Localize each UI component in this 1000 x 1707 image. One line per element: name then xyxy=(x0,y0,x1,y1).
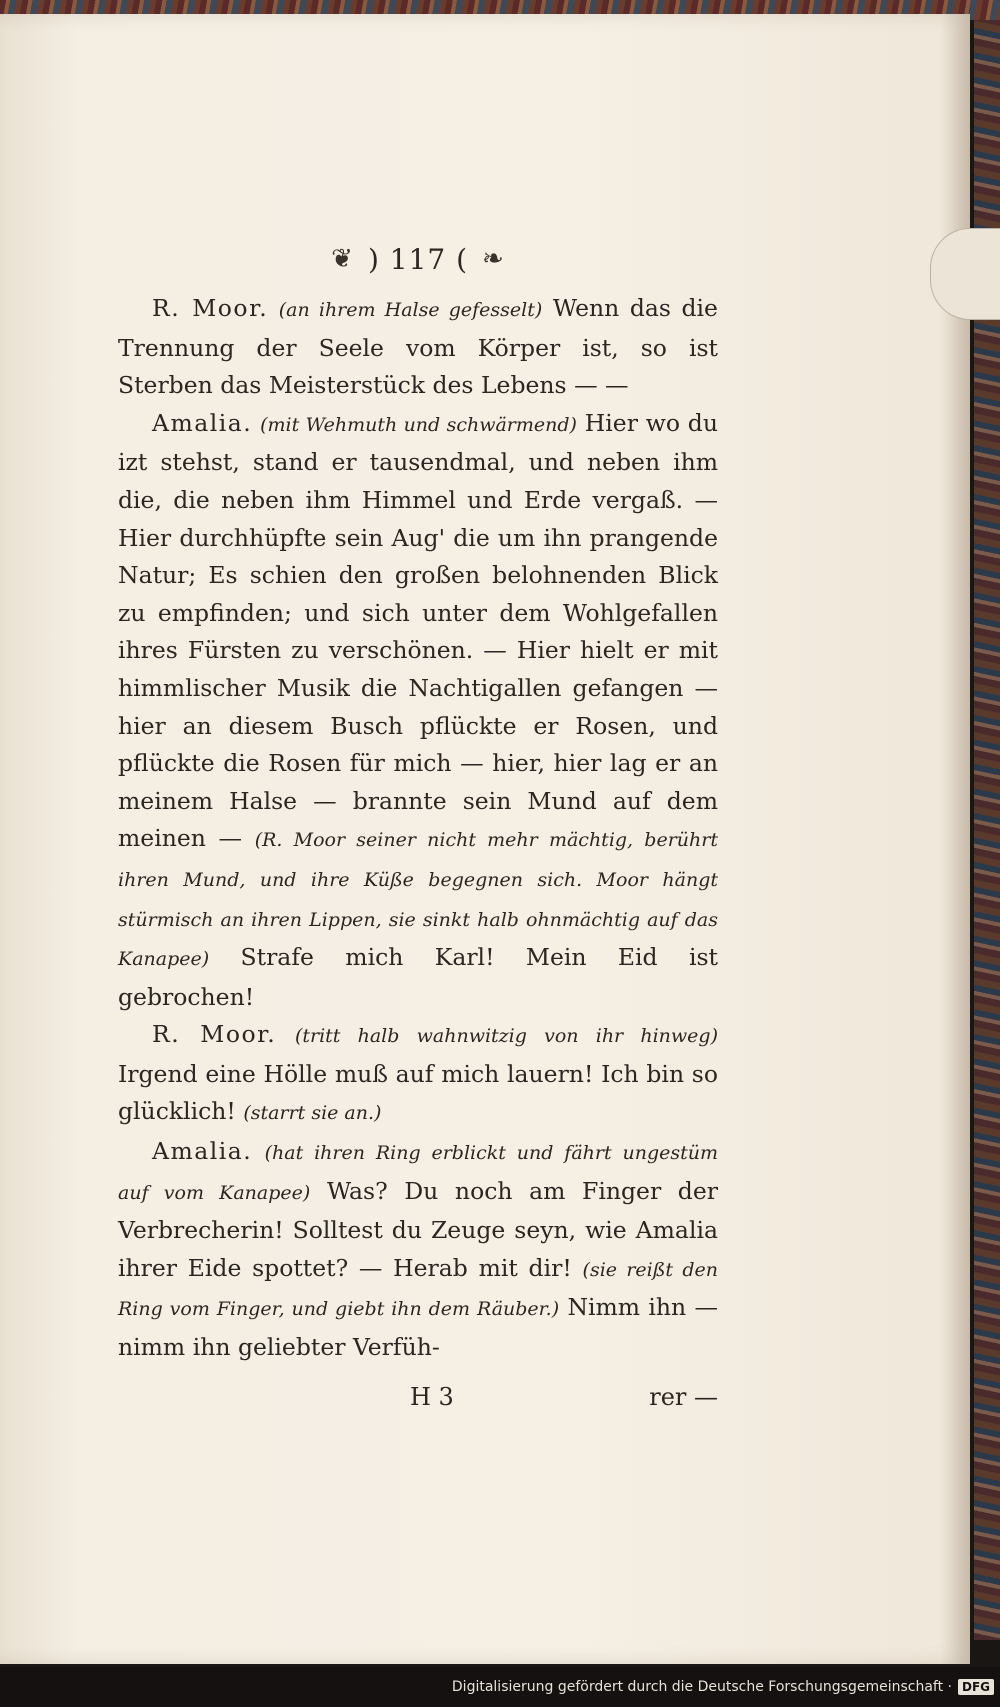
stage-direction: (R. Moor seiner nicht mehr mächtig, berührt ihren Mund, und ihre Küße begegnen sich. Moor hängt stürmisch an ihren Lippen, sie sinkt halb ohnmächtig auf das Kanapee) xyxy=(118,829,718,971)
speech-text: Strafe mich Karl! Mein Eid ist gebrochen! xyxy=(118,943,718,1011)
stage-direction: (starrt sie an.) xyxy=(243,1102,382,1125)
signature-mark: H 3 xyxy=(410,1382,454,1411)
page-tab-marker xyxy=(930,228,1000,320)
stage-direction: (an ihrem Halse gefesselt) xyxy=(278,299,543,321)
speech-text: Irgend eine Hölle muß auf mich lauern! Ich bin so glücklich! xyxy=(118,1059,718,1126)
stage-direction: (sie reißt den Ring vom Finger, und giebt ihn dem Räuber.) xyxy=(118,1258,718,1321)
speech-text: Hier wo du izt stehst, stand er tausendmal, und neben ihm die, die neben ihm Himmel und Erde vergaß. — Hier durchhüpfte sein Aug' die um ihn prangende Natur; Es schien den großen belohnenden Blick zu empfinden; und sich unter dem Wohlgefallen ihres Fürsten zu verschönen. — Hier hielt er mit himmlischer Musik die Nachtigallen gefangen — hier an diesem Busch pflückte er Rosen, und pflückte die Rosen für mich — hier, hier lag er an meinem Halse — brannte sein Mund auf dem meinen — xyxy=(118,408,718,853)
caption-text: Digitalisierung gefördert durch die Deutsche Forschungsgemeinschaft · xyxy=(451,1679,952,1695)
speech-text: Was? Du noch am Finger der Verbrecherin! Solltest du Zeuge seyn, wie Amalia ihrer Eide spottet? — Herab mit dir! xyxy=(118,1176,718,1282)
speech-text: Nimm ihn — nimm ihn geliebter Verfüh- xyxy=(118,1293,718,1362)
speaker-name: R. Moor. xyxy=(152,1020,277,1049)
page-header xyxy=(118,232,718,288)
speech-paragraph xyxy=(118,405,718,1017)
speech-paragraph xyxy=(118,290,718,405)
page-number: ) 117 ( xyxy=(367,243,469,277)
catchword: rer — xyxy=(649,1382,718,1411)
speech-paragraph xyxy=(118,1133,718,1367)
speech-text: Wenn das die Trennung der Seele vom Körper ist, so ist Sterben das Meisterstück des Lebens — — xyxy=(118,294,718,400)
stage-direction: (mit Wehmuth und schwärmend) xyxy=(260,413,577,436)
speech-paragraph xyxy=(118,1016,718,1133)
speaker-name: Amalia. xyxy=(152,408,253,437)
speaker-name: Amalia. xyxy=(152,1137,253,1166)
ornament-left-icon: ❦ xyxy=(331,244,354,275)
stage-direction: (tritt halb wahnwitzig von ihr hinweg) xyxy=(294,1025,718,1048)
page-footer xyxy=(118,1373,718,1417)
dfg-logo: DFG xyxy=(958,1679,994,1695)
digitization-caption xyxy=(0,1667,1000,1707)
stage-direction: (hat ihren Ring erblickt und fährt ungestüm auf vom Kanapee) xyxy=(118,1142,718,1204)
page-text xyxy=(118,232,718,1417)
speaker-name: R. Moor. xyxy=(152,294,269,322)
ornament-right-icon: ❧ xyxy=(482,244,505,275)
